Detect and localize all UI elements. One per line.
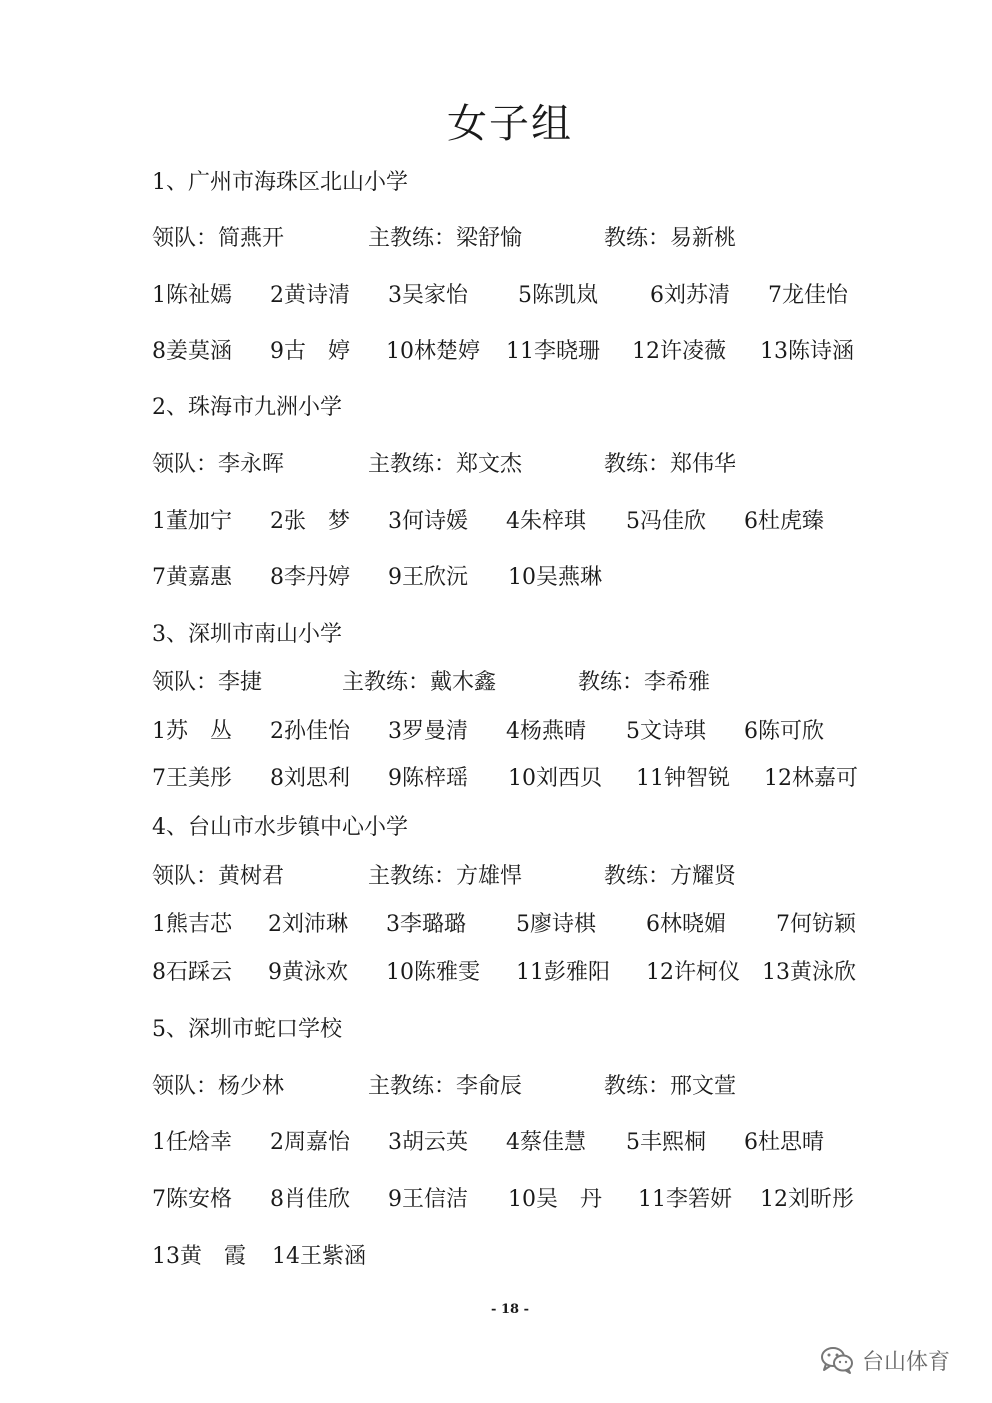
player: 2张 梦 [270, 509, 350, 534]
player: 13黄泳欣 [762, 960, 856, 985]
player: 6杜虎臻 [744, 509, 824, 534]
player: 8刘思利 [270, 766, 350, 791]
player: 4蔡佳慧 [506, 1130, 586, 1155]
player: 2刘沛琳 [268, 912, 348, 937]
player: 3李璐璐 [386, 912, 466, 937]
player: 8肖佳欣 [270, 1187, 350, 1212]
player: 3吴家怡 [388, 283, 468, 308]
player: 14王紫涵 [272, 1244, 366, 1269]
staff-row [152, 668, 710, 698]
player: 1熊吉芯 [152, 912, 232, 937]
staff-row [152, 450, 736, 480]
team-name: 3、深圳市南山小学 [152, 622, 342, 647]
player: 7陈安格 [152, 1187, 232, 1212]
team-name: 4、台山市水步镇中心小学 [152, 815, 408, 840]
player: 7何钫颖 [776, 912, 856, 937]
player: 3何诗媛 [388, 509, 468, 534]
wechat-icon [820, 1345, 854, 1375]
head-coach: 主教练：戴木鑫 [342, 670, 497, 695]
player-row [152, 1185, 854, 1215]
player: 7龙佳怡 [768, 283, 848, 308]
player-row [152, 337, 854, 367]
player: 9黄泳欢 [268, 960, 348, 985]
player: 8石踩云 [152, 960, 232, 985]
team-name: 2、珠海市九洲小学 [152, 395, 342, 420]
player: 9王信洁 [388, 1187, 468, 1212]
page-title: 女子组 [447, 101, 573, 147]
player-row [152, 1242, 366, 1272]
coach: 教练：郑伟华 [604, 452, 737, 477]
player: 10吴燕琳 [508, 565, 602, 590]
player: 5陈凯岚 [518, 283, 598, 308]
player: 7王美彤 [152, 766, 232, 791]
staff-row [152, 1072, 736, 1102]
player: 11彭雅阳 [516, 960, 610, 985]
player: 6刘苏清 [650, 283, 730, 308]
player: 9古 婷 [270, 339, 350, 364]
coach: 教练：邢文萱 [604, 1074, 737, 1099]
player-row [152, 1128, 824, 1158]
player: 1董加宁 [152, 509, 232, 534]
player: 12许柯仪 [646, 960, 740, 985]
coach: 教练：易新桃 [604, 226, 737, 251]
player: 6林晓媚 [646, 912, 726, 937]
leader: 领队：简燕开 [152, 226, 285, 251]
head-coach: 主教练：梁舒愉 [368, 226, 523, 251]
player-row [152, 563, 602, 593]
leader: 领队：黄树君 [152, 864, 285, 889]
leader: 领队：杨少林 [152, 1074, 285, 1099]
team-name: 5、深圳市蛇口学校 [152, 1017, 342, 1042]
player: 10刘西贝 [508, 766, 602, 791]
player: 10吴 丹 [508, 1187, 602, 1212]
player-row [152, 717, 824, 747]
player-row [152, 507, 824, 537]
player: 13陈诗涵 [760, 339, 854, 364]
player-row [152, 281, 848, 311]
leader: 领队：李永晖 [152, 452, 285, 477]
watermark [820, 1343, 950, 1377]
player: 2孙佳怡 [270, 719, 350, 744]
player: 11李晓珊 [506, 339, 600, 364]
player: 3罗曼清 [388, 719, 468, 744]
player: 5冯佳欣 [626, 509, 706, 534]
player: 12刘昕彤 [760, 1187, 854, 1212]
head-coach: 主教练：郑文杰 [368, 452, 523, 477]
player-row [152, 764, 858, 794]
player: 6陈可欣 [744, 719, 824, 744]
player: 5文诗琪 [626, 719, 706, 744]
player: 1任焓幸 [152, 1130, 232, 1155]
player: 1苏 丛 [152, 719, 232, 744]
team-name: 1、广州市海珠区北山小学 [152, 170, 408, 195]
player: 12林嘉可 [764, 766, 858, 791]
player-row [152, 958, 856, 988]
player: 12许凌薇 [632, 339, 726, 364]
head-coach: 主教练：李俞辰 [368, 1074, 523, 1099]
player: 8李丹婷 [270, 565, 350, 590]
player: 10陈雅雯 [386, 960, 480, 985]
player: 11钟智锐 [636, 766, 730, 791]
player: 2周嘉怡 [270, 1130, 350, 1155]
player: 6杜思晴 [744, 1130, 824, 1155]
player: 7黄嘉惠 [152, 565, 232, 590]
player: 1陈祉嫣 [152, 283, 232, 308]
player: 2黄诗清 [270, 283, 350, 308]
player: 13黄 霞 [152, 1244, 246, 1269]
player: 8姜莫涵 [152, 339, 232, 364]
staff-row [152, 224, 736, 254]
watermark-text: 台山体育 [862, 1349, 951, 1375]
coach: 教练：李希雅 [578, 670, 711, 695]
head-coach: 主教练：方雄悍 [368, 864, 523, 889]
player: 9陈梓瑶 [388, 766, 468, 791]
leader: 领队：李捷 [152, 670, 263, 695]
player-row [152, 910, 856, 940]
player: 11李箬妍 [638, 1187, 732, 1212]
player: 4杨燕晴 [506, 719, 586, 744]
player: 9王欣沅 [388, 565, 468, 590]
staff-row [152, 862, 736, 892]
player: 3胡云英 [388, 1130, 468, 1155]
player: 5丰熙桐 [626, 1130, 706, 1155]
player: 5廖诗棋 [516, 912, 596, 937]
player: 10林楚婷 [386, 339, 480, 364]
coach: 教练：方耀贤 [604, 864, 737, 889]
page-number: - 18 - [491, 1302, 529, 1317]
player: 4朱梓琪 [506, 509, 586, 534]
